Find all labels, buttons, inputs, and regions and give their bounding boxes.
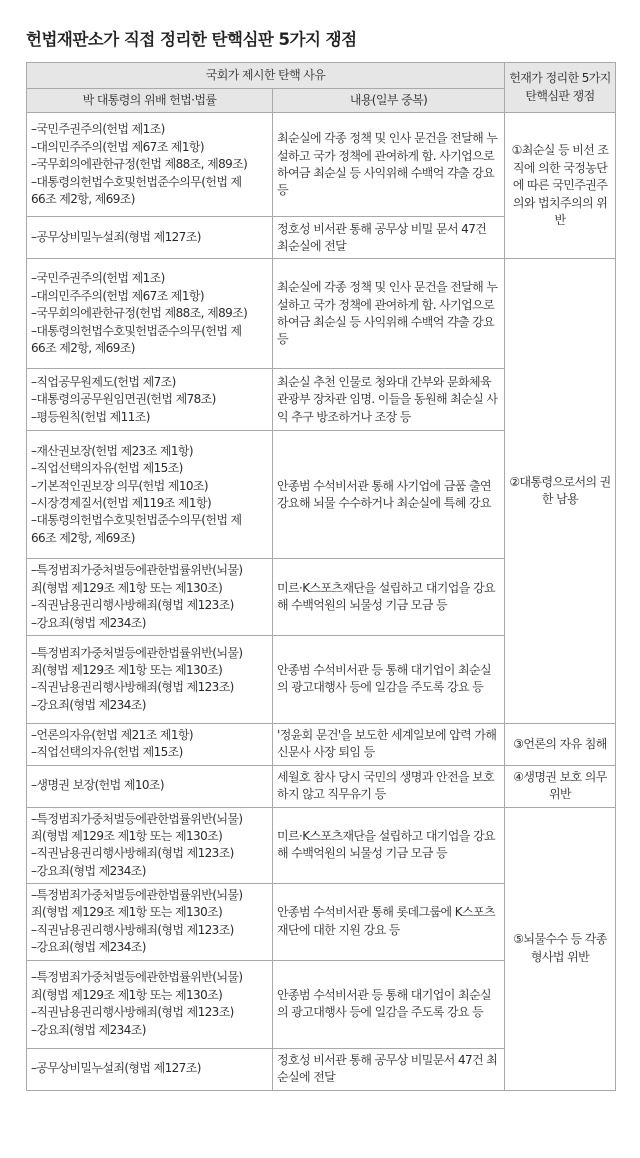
header-law: 박 대통령의 위배 헌법·법률 xyxy=(27,89,273,113)
content-cell: 안종범 수석비서관 등 통해 대기업이 최순실의 광고대행사 등에 일감을 주도록 강요 등 xyxy=(273,960,505,1048)
content-cell: 안종범 수석비서관 통해 롯데그룹에 K스포츠재단에 대한 지원 강요 등 xyxy=(273,884,505,961)
law-line: –대의민주주의(헌법 제67조 제1항) xyxy=(31,139,205,154)
law-line: –대의민주주의(헌법 제67조 제1항) xyxy=(31,288,205,303)
law-line: –평등원칙(헌법 제11조) xyxy=(31,409,150,424)
issue-cell: ⑤뇌물수수 등 각종 형사법 위반 xyxy=(505,807,616,1090)
law-line: –직권남용권리행사방해죄(형법 제123조) xyxy=(31,680,234,695)
law-line: –특정범죄가중처벌등에관한법률위반(뇌물) xyxy=(31,970,243,985)
law-line: 죄(형법 제129조 제1항 또는 제130조) xyxy=(31,663,223,678)
content-cell: 정호성 비서관 통해 공무상 비밀 문서 47건 최순실에 전달 xyxy=(273,217,505,259)
law-cell xyxy=(27,259,273,369)
law-line: –국민주권주의(헌법 제1조) xyxy=(31,122,165,137)
law-line: –국무회의에관한규정(헌법 제88조, 제89조) xyxy=(31,306,248,321)
law-line: –강요죄(형법 제234조) xyxy=(31,863,146,878)
table-body xyxy=(27,113,616,1090)
table-row xyxy=(27,765,616,807)
law-cell xyxy=(27,723,273,765)
law-cell xyxy=(27,113,273,217)
law-line: –직권남용권리행사방해죄(형법 제123조) xyxy=(31,598,234,613)
law-line: 죄(형법 제129조 제1항 또는 제130조) xyxy=(31,905,223,920)
content-cell: 최순실에 각종 정책 및 인사 문건을 전달해 누설하고 국가 정책에 관여하게 함. 사기업으로 하여금 최순실 등 사익위해 수백억 갹출 강요 등 xyxy=(273,259,505,369)
law-line: –생명권 보장(헌법 제10조) xyxy=(31,778,164,793)
law-line: –국민주권주의(헌법 제1조) xyxy=(31,271,165,286)
law-line: –대통령의헌법수호및헌법준수의무(헌법 제 xyxy=(31,513,242,528)
law-line: –직권남용권리행사방해죄(형법 제123조) xyxy=(31,846,234,861)
header-group: 국회가 제시한 탄핵 사유 xyxy=(27,63,505,89)
law-line: –강요죄(형법 제234조) xyxy=(31,1022,146,1037)
content-cell: 최순실에 각종 정책 및 인사 문건을 전달해 누설하고 국가 정책에 관여하게 함. 사기업으로 하여금 최순실 등 사익위해 수백억 갹출 강요 등 xyxy=(273,113,505,217)
law-cell xyxy=(27,559,273,636)
law-line: 66조 제2항, 제69조) xyxy=(31,191,135,206)
law-cell xyxy=(27,884,273,961)
law-line: 죄(형법 제129조 제1항 또는 제130조) xyxy=(31,828,223,843)
law-line: –대통령의공무원임면권(헌법 제78조) xyxy=(31,392,216,407)
law-cell xyxy=(27,1048,273,1090)
law-cell xyxy=(27,807,273,884)
issue-cell: ③언론의 자유 침해 xyxy=(505,723,616,765)
header-issue: 헌재가 정리한 5가지 탄핵심판 쟁점 xyxy=(505,63,616,113)
law-line: –대통령의헌법수호및헌법준수의무(헌법 제 xyxy=(31,174,242,189)
law-line: –강요죄(형법 제234조) xyxy=(31,697,146,712)
table-row xyxy=(27,259,616,369)
law-line: –직권남용권리행사방해죄(형법 제123조) xyxy=(31,1005,234,1020)
law-line: –재산권보장(헌법 제23조 제1항) xyxy=(31,443,194,458)
law-line: –직권남용권리행사방해죄(형법 제123조) xyxy=(31,922,234,937)
law-line: –기본적인권보장 의무(헌법 제10조) xyxy=(31,478,208,493)
table-row xyxy=(27,807,616,884)
law-line: –직업공무원제도(헌법 제7조) xyxy=(31,374,176,389)
table-row xyxy=(27,723,616,765)
content-cell: 안종범 수석비서관 등 통해 대기업이 최순실의 광고대행사 등에 일감을 주도록 강요 등 xyxy=(273,635,505,723)
law-line: –대통령의헌법수호및헌법준수의무(헌법 제 xyxy=(31,323,242,338)
law-line: –공무상비밀누설죄(형법 제127조) xyxy=(31,1061,201,1076)
content-cell: 최순실 추천 인물로 청와대 간부와 문화체육관광부 장차관 임명. 이들을 동원해 최순실 사익 추구 방조하거나 조장 등 xyxy=(273,369,505,431)
law-line: –국무회의에관한규정(헌법 제88조, 제89조) xyxy=(31,157,248,172)
law-line: –직업선택의자유(헌법 제15조) xyxy=(31,745,183,760)
law-line: 66조 제2항, 제69조) xyxy=(31,530,135,545)
header-content: 내용(일부 중복) xyxy=(273,89,505,113)
impeachment-issues-table xyxy=(26,62,616,1091)
content-cell: 세월호 참사 당시 국민의 생명과 안전을 보호하지 않고 직무유기 등 xyxy=(273,765,505,807)
page-title: 헌법재판소가 직접 정리한 탄핵심판 5가지 쟁점 xyxy=(26,30,357,49)
law-line: –시장경제질서(헌법 제119조 제1항) xyxy=(31,495,212,510)
law-line: –특정범죄가중처벌등에관한법률위반(뇌물) xyxy=(31,563,243,578)
law-line: –직업선택의자유(헌법 제15조) xyxy=(31,461,183,476)
issue-cell: ④생명권 보호 의무 위반 xyxy=(505,765,616,807)
law-line: –언론의자유(헌법 제21조 제1항) xyxy=(31,727,194,742)
law-cell xyxy=(27,217,273,259)
law-cell xyxy=(27,960,273,1048)
issue-cell: ②대통령으로서의 권한 남용 xyxy=(505,259,616,724)
table-row xyxy=(27,113,616,217)
law-line: –공무상비밀누설죄(형법 제127조) xyxy=(31,230,201,245)
issue-cell: ①최순실 등 비선 조직에 의한 국정농단에 따른 국민주권주의와 법치주의의 위반 xyxy=(505,113,616,259)
content-cell: 미르·K스포츠재단을 설립하고 대기업을 강요해 수백억원의 뇌물성 기금 모금 등 xyxy=(273,559,505,636)
law-line: 죄(형법 제129조 제1항 또는 제130조) xyxy=(31,987,223,1002)
content-cell: 미르·K스포츠재단을 설립하고 대기업을 강요해 수백억원의 뇌물성 기금 모금 등 xyxy=(273,807,505,884)
law-line: 66조 제2항, 제69조) xyxy=(31,340,135,355)
content-cell: 정호성 비서관 통해 공무상 비밀문서 47건 최순실에 전달 xyxy=(273,1048,505,1090)
law-line: –특정범죄가중처벌등에관한법률위반(뇌물) xyxy=(31,811,243,826)
law-cell xyxy=(27,431,273,559)
law-cell xyxy=(27,765,273,807)
law-cell xyxy=(27,369,273,431)
law-line: –특정범죄가중처벌등에관한법률위반(뇌물) xyxy=(31,888,243,903)
law-line: –강요죄(형법 제234조) xyxy=(31,615,146,630)
law-cell xyxy=(27,635,273,723)
law-line: 죄(형법 제129조 제1항 또는 제130조) xyxy=(31,580,223,595)
law-line: –특정범죄가중처벌등에관한법률위반(뇌물) xyxy=(31,645,243,660)
content-cell: '정윤회 문건'을 보도한 세계일보에 압력 가해 신문사 사장 퇴임 등 xyxy=(273,723,505,765)
law-line: –강요죄(형법 제234조) xyxy=(31,940,146,955)
content-cell: 안종범 수석비서관 통해 사기업에 금품 출연 강요해 뇌물 수수하거나 최순실에 특혜 강요 xyxy=(273,431,505,559)
